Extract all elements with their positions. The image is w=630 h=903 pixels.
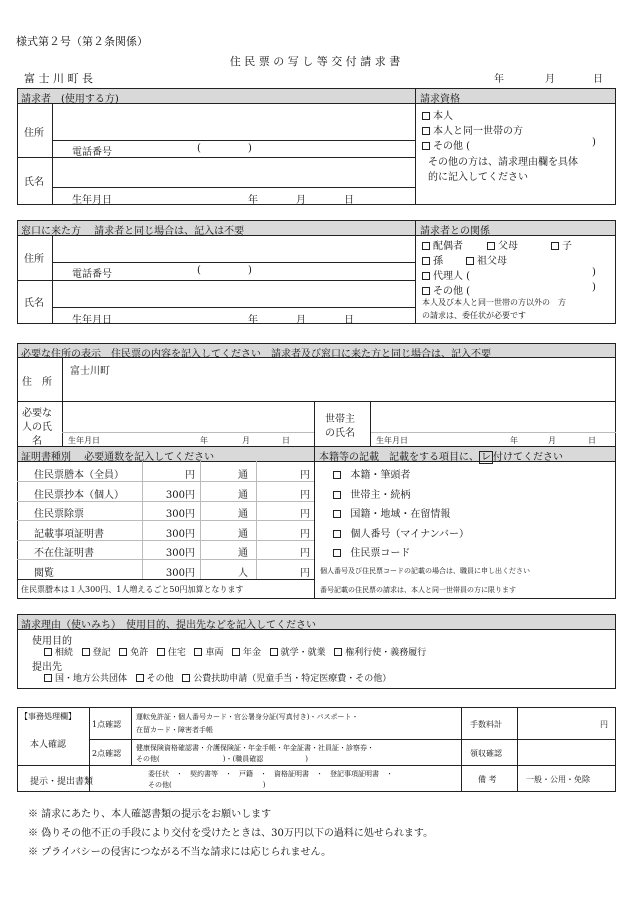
birth-year: 年 xyxy=(510,436,518,445)
checkbox-icon[interactable] xyxy=(422,142,430,150)
remarks-label: 備 考 xyxy=(478,775,497,784)
qualification-note: その他の方は、請求理由欄を具体 xyxy=(428,157,578,168)
relation-spouse[interactable]: 配偶者 xyxy=(422,237,463,252)
cert-unit: 通 xyxy=(238,529,248,540)
footer-note: ※ 請求にあたり、本人確認書類の提示をお願いします xyxy=(28,809,272,820)
requester-address-label: 住所 xyxy=(24,128,44,139)
cert-unit: 人 xyxy=(238,568,248,579)
items-note: 個人番号及び住民票コードの記載の場合は、職員に申し出ください xyxy=(320,567,530,575)
date-month[interactable]: 月 xyxy=(545,74,555,85)
purpose-options[interactable]: 相続 登記 免許 住宅 車両 年金 就学・就業 権利行使・義務履行 xyxy=(44,645,426,658)
requester-name-label: 氏名 xyxy=(24,177,44,188)
birth-month: 月 xyxy=(548,436,556,445)
cert-price: 300円 xyxy=(165,548,195,559)
checkbox-icon[interactable] xyxy=(182,674,190,682)
checkbox-icon[interactable] xyxy=(136,674,144,682)
item-option[interactable]: 国籍・地域・在留情報 xyxy=(333,505,450,520)
window-address-label: 住所 xyxy=(24,254,44,265)
window-header: 窓口に来た方 請求者と同じ場合は、記入は不要 xyxy=(21,226,245,237)
cert-unit: 通 xyxy=(238,509,248,520)
fee-unit: 円 xyxy=(600,720,608,729)
needed-address-label: 住 所 xyxy=(22,377,52,388)
date-day[interactable]: 日 xyxy=(593,74,603,85)
cert-price: 300円 xyxy=(165,509,195,520)
birth-year: 年 xyxy=(248,315,258,326)
checkbox-icon[interactable] xyxy=(422,287,430,295)
docs-list: 委任状 ・ 契約書等 ・ 戸籍 ・ 資格証明書 ・ 登記事項証明書 ・ xyxy=(148,770,393,778)
relation-grandchild[interactable]: 孫 xyxy=(422,252,443,267)
birth-year: 年 xyxy=(200,436,208,445)
checkbox-icon[interactable] xyxy=(232,648,240,656)
checkbox-icon[interactable] xyxy=(422,272,430,280)
cert-name: 住民票抄本（個人） xyxy=(34,490,124,501)
category-options[interactable]: 一般・公用・免除 xyxy=(526,775,590,784)
fee-label: 手数料計 xyxy=(470,720,502,729)
qualification-other[interactable]: その他 ( xyxy=(422,137,470,152)
paren-open: ( xyxy=(197,143,201,154)
item-option[interactable]: 住民票コード xyxy=(333,544,410,559)
two-point-label: 2点確認 xyxy=(92,749,122,758)
relation-child[interactable]: 子 xyxy=(551,237,572,252)
window-birth-label: 生年月日 xyxy=(72,315,112,326)
needed-person-label: 必要な xyxy=(22,408,52,419)
relation-header: 請求者との関係 xyxy=(420,226,490,237)
one-point-docs: 運転免許証・個人番号カード・官公署身分証(写真付き)・パスポート・ xyxy=(136,713,359,721)
date-year[interactable]: 年 xyxy=(494,74,504,85)
needed-birth-label: 生年月日 xyxy=(68,436,100,445)
checkbox-icon[interactable] xyxy=(333,491,341,499)
docs-list: その他( ) xyxy=(148,781,266,789)
page-title: 住 民 票 の 写 し 等 交 付 請 求 書 xyxy=(229,55,401,68)
certs-note: 住民票謄本は１人300円、1人増えるごと50円加算となります xyxy=(21,585,244,594)
paren-close: ) xyxy=(592,282,596,293)
requester-phone-label: 電話番号 xyxy=(72,147,112,158)
qualification-self[interactable]: 本人 xyxy=(422,107,453,122)
items-header: 本籍等の記載 記載をする項目に、 レ 付けてください xyxy=(319,452,563,463)
householder-birth-label: 生年月日 xyxy=(376,436,408,445)
dest-label: 提出先 xyxy=(32,662,62,673)
two-point-docs: 健康保険資格確認書・介護保険証・年金手帳・年金証書・社員証・診察券・ xyxy=(136,744,374,752)
footer-note: ※ プライバシーの侵害につながる不当な請求には応じられません。 xyxy=(28,847,332,858)
cert-price: 円 xyxy=(185,470,195,481)
window-name-label: 氏名 xyxy=(24,298,44,309)
cert-price: 300円 xyxy=(165,568,195,579)
requester-header: 請求者 (使用する方) xyxy=(21,94,119,105)
birth-day: 日 xyxy=(282,436,290,445)
cert-price: 300円 xyxy=(165,529,195,540)
paren-close: ) xyxy=(248,143,252,154)
cert-name: 記載事項証明書 xyxy=(34,529,104,540)
qualification-household[interactable]: 本人と同一世帯の方 xyxy=(422,122,523,137)
footer-note: ※ 偽りその他不正の手段により交付を受けたときは、30万円以下の過料に処せられます。 xyxy=(28,828,434,839)
cert-unit: 通 xyxy=(238,548,248,559)
birth-day: 日 xyxy=(344,315,354,326)
one-point-label: 1点確認 xyxy=(92,720,122,729)
one-point-docs: 在留カード・障害者手帳 xyxy=(136,726,213,734)
cert-name: 閲覧 xyxy=(34,568,54,579)
birth-month: 月 xyxy=(296,195,306,206)
cert-yen: 円 xyxy=(300,529,310,540)
checkbox-icon[interactable] xyxy=(333,530,341,538)
cert-yen: 円 xyxy=(300,509,310,520)
householder-label: 世帯主 xyxy=(325,414,355,425)
cert-yen: 円 xyxy=(300,490,310,501)
checkbox-icon[interactable] xyxy=(119,648,127,656)
checkbox-icon[interactable] xyxy=(194,648,202,656)
paren-close: ) xyxy=(592,137,596,148)
form-number: 様式第２号（第２条関係） xyxy=(16,35,148,48)
checkbox-icon[interactable] xyxy=(466,257,474,265)
checkbox-icon[interactable] xyxy=(333,549,341,557)
cert-yen: 円 xyxy=(300,470,310,481)
paren-close: ) xyxy=(248,265,252,276)
window-phone-label: 電話番号 xyxy=(72,269,112,280)
paren-close: ) xyxy=(592,267,596,278)
cert-name: 不在住証明書 xyxy=(34,548,94,559)
certs-header: 証明書種別 必要通数を記入してください xyxy=(21,452,215,463)
checkbox-icon[interactable] xyxy=(333,510,341,518)
relation-grandparent[interactable]: 祖父母 xyxy=(466,252,507,267)
addressee: 富 士 川 町 長 xyxy=(24,72,93,85)
checkbox-icon[interactable] xyxy=(333,471,341,479)
cert-unit: 通 xyxy=(238,490,248,501)
birth-month: 月 xyxy=(242,436,250,445)
cert-price: 300円 xyxy=(165,490,195,501)
identity-label: 本人確認 xyxy=(30,740,67,750)
relation-other[interactable]: その他 ( xyxy=(422,282,470,297)
birth-day: 日 xyxy=(344,195,354,206)
checkbox-icon[interactable] xyxy=(82,648,90,656)
reason-header: 請求理由（使いみち） 使用目的、提出先などを記入してください xyxy=(21,620,316,631)
item-option[interactable]: 個人番号（マイナンバー） xyxy=(333,525,469,540)
checkbox-icon[interactable] xyxy=(422,257,430,265)
birth-month: 月 xyxy=(296,315,306,326)
needed-address-value[interactable]: 富士川町 xyxy=(70,366,110,377)
paren-open: ( xyxy=(197,265,201,276)
check-mark-icon: レ xyxy=(481,452,491,463)
office-header: 【事務処理欄】 xyxy=(20,712,76,721)
item-option[interactable]: 世帯主・続柄 xyxy=(333,486,410,501)
relation-note: 本人及び本人と同一世帯の方以外の 方 xyxy=(422,298,566,307)
needed-person-label: 人の氏 xyxy=(22,422,52,433)
docs-label: 提示・提出書類 xyxy=(30,777,94,787)
birth-year: 年 xyxy=(248,195,258,206)
birth-day: 日 xyxy=(588,436,596,445)
relation-agent[interactable]: 代理人 ( xyxy=(422,267,470,282)
cert-name: 住民票除票 xyxy=(34,509,84,520)
dest-options[interactable]: 国・地方公共団体 その他 公費扶助申請（児童手当・特定医療費・その他） xyxy=(44,671,391,684)
requester-birth-label: 生年月日 xyxy=(72,195,112,206)
items-note: 番号記載の住民票の請求は、本人と同一世帯員の方に限ります xyxy=(320,586,516,594)
purpose-label: 使用目的 xyxy=(32,636,72,647)
checkbox-icon[interactable] xyxy=(487,242,495,250)
checkbox-icon[interactable] xyxy=(422,112,430,120)
checkbox-icon[interactable] xyxy=(422,242,430,250)
cert-yen: 円 xyxy=(300,548,310,559)
checkbox-icon[interactable] xyxy=(157,648,165,656)
item-option[interactable]: 本籍・筆頭者 xyxy=(333,466,410,481)
checkbox-icon[interactable] xyxy=(551,242,559,250)
checkbox-icon[interactable] xyxy=(334,648,342,656)
cert-name: 住民票謄本（全員） xyxy=(34,470,124,481)
cert-unit: 通 xyxy=(238,470,248,481)
householder-label: の氏名 xyxy=(325,428,355,439)
relation-father[interactable]: 父母 xyxy=(487,237,518,252)
relation-note: の請求は、委任状が必要です xyxy=(422,311,526,320)
cert-yen: 円 xyxy=(300,568,310,579)
checkbox-icon[interactable] xyxy=(44,648,52,656)
checkbox-icon[interactable] xyxy=(44,674,52,682)
qualification-header: 請求資格 xyxy=(420,94,460,105)
checkbox-icon[interactable] xyxy=(422,127,430,135)
qualification-note: 的に記入してください xyxy=(428,172,528,183)
two-point-docs: その他( )・(職員確認 ) xyxy=(136,755,308,763)
needed-header: 必要な住所の表示 住民票の内容を記入してください 請求者及び窓口に来た方と同じ場合は、記入不要 xyxy=(21,349,491,360)
receipt-label: 領収確認 xyxy=(470,749,502,758)
checkbox-icon[interactable] xyxy=(270,648,278,656)
needed-person-label: 名 xyxy=(32,436,42,447)
